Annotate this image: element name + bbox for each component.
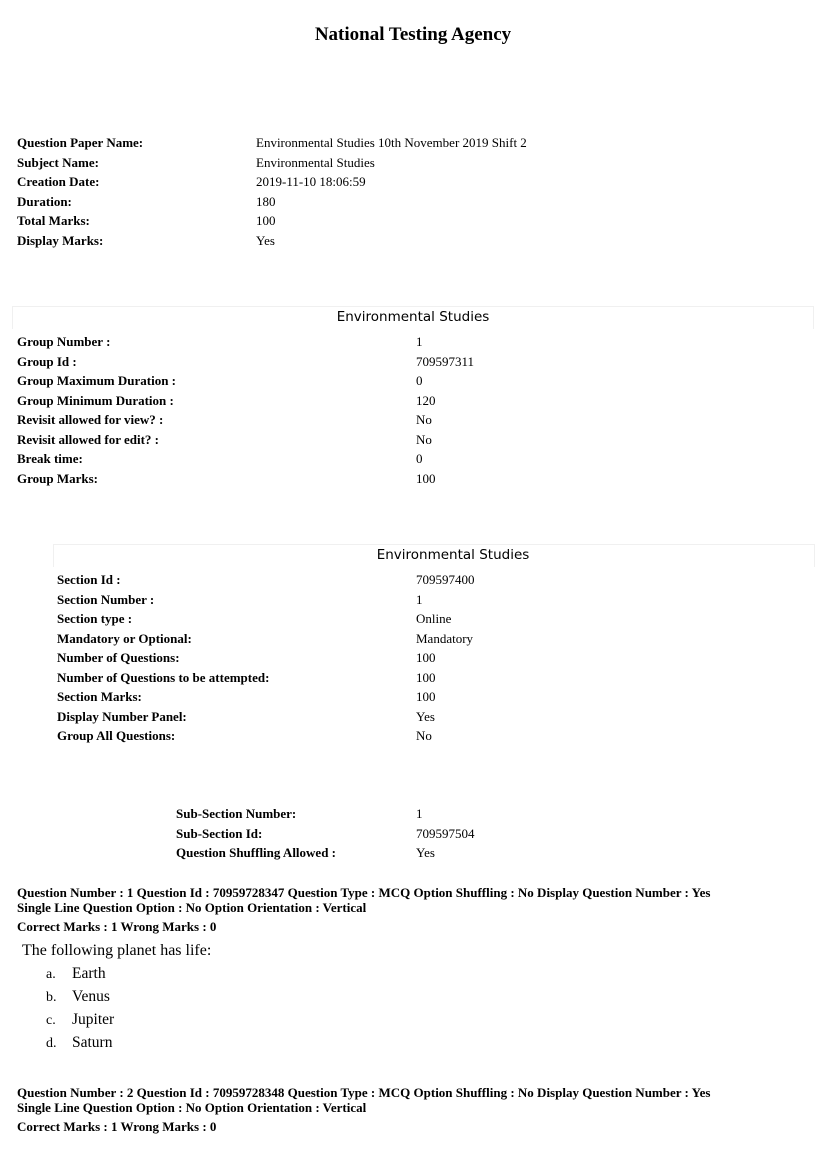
option-text: Saturn [72,1034,113,1051]
page-title: National Testing Agency [314,24,512,45]
option-letter: a. [46,967,56,982]
option-item [46,962,114,985]
question-meta [17,1086,710,1135]
question-meta-line: Single Line Question Option : No Option Orientation : Vertical [17,1099,367,1115]
option-item [46,985,114,1008]
option-letter: c. [46,1013,56,1028]
question-meta-line: Question Number : 2 Question Id : 70959728348 Question Type : MCQ Option Shuffling : No Display Question Number : Yes [17,1085,711,1100]
option-item [46,1008,114,1031]
options-list [46,962,114,1054]
question-marks: Correct Marks : 1 Wrong Marks : 0 [17,919,217,934]
option-text: Venus [72,988,110,1005]
option-text: Earth [72,965,106,982]
question-meta [17,886,710,935]
group-title: Environmental Studies [336,309,490,325]
question-meta-line: Single Line Question Option : No Option Orientation : Vertical [17,899,367,915]
question-text: The following planet has life: [22,942,212,959]
section-title: Environmental Studies [376,547,530,563]
option-text: Jupiter [72,1011,115,1028]
question-meta-line: Question Number : 1 Question Id : 70959728347 Question Type : MCQ Option Shuffling : No Display Question Number : Yes [17,885,711,900]
option-letter: b. [46,990,57,1005]
option-letter: d. [46,1036,57,1051]
option-item [46,1031,114,1054]
question-marks: Correct Marks : 1 Wrong Marks : 0 [17,1119,217,1134]
